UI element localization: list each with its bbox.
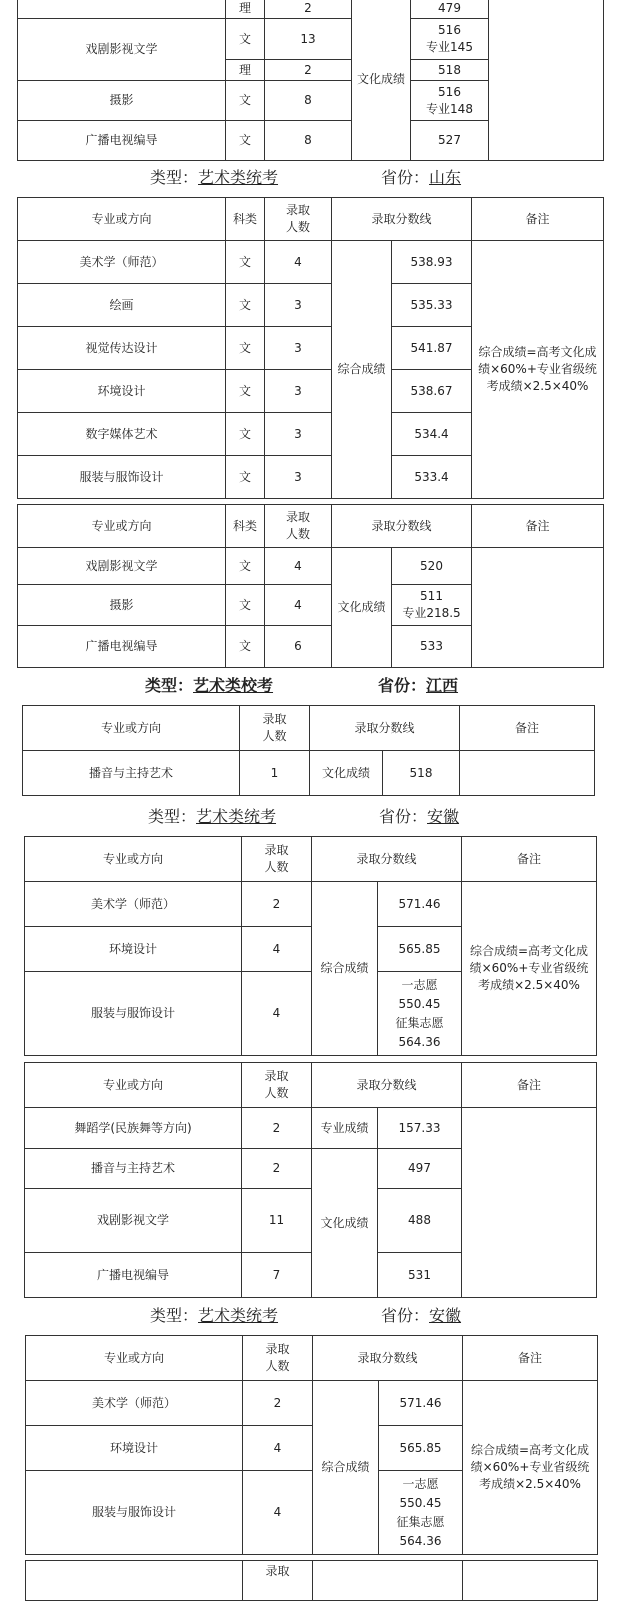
table-row (25, 1108, 597, 1149)
province-value: 安徽 (427, 807, 460, 826)
type-value: 艺术类校考 (193, 676, 274, 695)
table-header-row (18, 505, 604, 548)
count-cell: 3 (265, 327, 332, 370)
note-cell (472, 548, 604, 668)
score-cell: 565.85 (378, 927, 462, 972)
header-major: 专业或方向 (26, 1336, 243, 1381)
score-cell: 518 (411, 60, 489, 81)
major-cell: 摄影 (18, 585, 226, 626)
table-partial-bottom (25, 1560, 598, 1601)
count-cell: 11 (242, 1189, 312, 1253)
header-note: 备注 (462, 1063, 597, 1108)
subject-cell: 文 (226, 327, 265, 370)
method-cell: 综合成绩 (312, 882, 378, 1056)
province-value: 江西 (426, 676, 459, 695)
method-cell: 文化成绩 (352, 0, 411, 161)
score-cell: 511 专业218.5 (392, 585, 472, 626)
header-score: 录取分数线 (312, 837, 462, 882)
section-heading-anhui (148, 806, 460, 828)
type-label: 类型： (145, 676, 194, 695)
count-cell: 2 (242, 1108, 312, 1149)
major-cell: 服装与服饰设计 (26, 1471, 243, 1555)
count-cell: 7 (242, 1253, 312, 1298)
header-score: 录取分数线 (332, 505, 472, 548)
score-cell: 一志愿 550.45 征集志愿 564.36 (378, 972, 462, 1056)
province-label: 省份： (378, 676, 427, 695)
header-subject: 科类 (226, 505, 265, 548)
major-cell: 绘画 (18, 284, 226, 327)
header-score: 录取分数线 (313, 1336, 463, 1381)
subject-cell: 文 (226, 121, 265, 161)
score-cell: 538.67 (392, 370, 472, 413)
score-cell: 497 (378, 1149, 462, 1189)
count-cell: 4 (265, 548, 332, 585)
count-cell: 4 (265, 241, 332, 284)
table-row (26, 1381, 598, 1426)
table-header-row (18, 198, 604, 241)
count-cell: 3 (265, 413, 332, 456)
subject-cell: 文 (226, 413, 265, 456)
score-cell: 565.85 (379, 1426, 463, 1471)
count-cell: 3 (265, 284, 332, 327)
score-cell: 516 专业145 (411, 19, 489, 60)
note-cell (489, 0, 604, 161)
method-cell: 综合成绩 (313, 1381, 379, 1555)
section-heading-jiangxi (145, 675, 459, 697)
province-label: 省份： (381, 168, 430, 187)
subject-cell: 文 (226, 284, 265, 327)
count-cell: 2 (242, 882, 312, 927)
count-cell: 6 (265, 626, 332, 668)
header-note: 备注 (460, 706, 595, 751)
score-cell: 533.4 (392, 456, 472, 499)
header-subject: 科类 (226, 198, 265, 241)
count-cell: 4 (243, 1471, 313, 1555)
score-cell: 541.87 (392, 327, 472, 370)
subject-cell: 理 (226, 60, 265, 81)
header-count: 录取人数 (265, 505, 332, 548)
table-row (18, 241, 604, 284)
score-cell: 157.33 (378, 1108, 462, 1149)
note-cell: 综合成绩=高考文化成绩×60%+专业省级统考成绩×2.5×40% (472, 241, 604, 499)
major-cell: 广播电视编导 (18, 121, 226, 161)
count-cell: 2 (243, 1381, 313, 1426)
subject-cell: 文 (226, 626, 265, 668)
header-note: 备注 (463, 1336, 598, 1381)
province-label: 省份： (379, 807, 428, 826)
method-cell: 文化成绩 (312, 1149, 378, 1298)
table-shandong-culture (17, 504, 604, 668)
header-count: 录取人数 (242, 1063, 312, 1108)
major-cell: 广播电视编导 (18, 626, 226, 668)
major-cell: 摄影 (18, 81, 226, 121)
score-cell: 571.46 (379, 1381, 463, 1426)
type-label: 类型： (150, 1306, 199, 1325)
type-value: 艺术类统考 (198, 1306, 279, 1325)
method-cell: 文化成绩 (332, 548, 392, 668)
header-count: 录取人数 (243, 1336, 313, 1381)
header-count: 录取人数 (240, 706, 310, 751)
table-header-row (25, 1063, 597, 1108)
method-cell: 综合成绩 (332, 241, 392, 499)
major-cell: 视觉传达设计 (18, 327, 226, 370)
count-cell: 4 (242, 927, 312, 972)
note-cell: 综合成绩=高考文化成绩×60%+专业省级统考成绩×2.5×40% (463, 1381, 598, 1555)
score-cell: 518 (383, 751, 460, 796)
score-cell: 527 (411, 121, 489, 161)
section-heading-shandong (150, 167, 462, 189)
header-score: 录取分数线 (332, 198, 472, 241)
major-cell: 舞蹈学(民族舞等方向) (25, 1108, 242, 1149)
subject-cell: 文 (226, 548, 265, 585)
major-cell: 播音与主持艺术 (23, 751, 240, 796)
note-cell: 综合成绩=高考文化成绩×60%+专业省级统考成绩×2.5×40% (462, 882, 597, 1056)
header-major: 专业或方向 (18, 505, 226, 548)
table-header-row (26, 1336, 598, 1381)
major-cell: 环境设计 (26, 1426, 243, 1471)
count-cell: 4 (243, 1426, 313, 1471)
count-cell: 8 (265, 121, 352, 161)
major-cell: 戏剧影视文学 (18, 19, 226, 81)
score-cell: 516 专业148 (411, 81, 489, 121)
score-cell: 571.46 (378, 882, 462, 927)
table-row (25, 882, 597, 927)
major-cell: 播音与主持艺术 (25, 1149, 242, 1189)
table-shandong-fine-arts (17, 197, 604, 499)
header-count-partial: 录取 (243, 1561, 313, 1601)
type-label: 类型： (148, 807, 197, 826)
major-cell: 环境设计 (25, 927, 242, 972)
subject-cell: 文 (226, 19, 265, 60)
province-value: 安徽 (429, 1306, 462, 1325)
header-note: 备注 (462, 837, 597, 882)
header-note: 备注 (472, 505, 604, 548)
table-anhui-culture (24, 1062, 597, 1298)
note-cell (462, 1108, 597, 1298)
score-cell: 479 (411, 0, 489, 19)
major-cell: 环境设计 (18, 370, 226, 413)
subject-cell: 文 (226, 456, 265, 499)
major-cell: 广播电视编导 (25, 1253, 242, 1298)
header-count: 录取人数 (265, 198, 332, 241)
table-header-row (26, 1561, 598, 1601)
table-jiangxi (22, 705, 595, 796)
count-cell: 8 (265, 81, 352, 121)
count-cell: 13 (265, 19, 352, 60)
subject-cell: 文 (226, 241, 265, 284)
score-cell: 520 (392, 548, 472, 585)
header-major: 专业或方向 (25, 837, 242, 882)
table-anhui-fine-arts-repeat (25, 1335, 598, 1555)
subject-cell: 文 (226, 370, 265, 413)
score-cell: 488 (378, 1189, 462, 1253)
score-cell: 538.93 (392, 241, 472, 284)
subject-cell: 文 (226, 81, 265, 121)
method-cell: 文化成绩 (310, 751, 383, 796)
table-row (18, 0, 604, 19)
header-score: 录取分数线 (312, 1063, 462, 1108)
major-cell: 服装与服饰设计 (18, 456, 226, 499)
score-cell: 535.33 (392, 284, 472, 327)
count-cell: 3 (265, 370, 332, 413)
type-label: 类型： (150, 168, 199, 187)
table-header-row (25, 837, 597, 882)
major-cell: 美术学（师范） (18, 241, 226, 284)
subject-cell: 理 (226, 0, 265, 19)
type-value: 艺术类统考 (198, 168, 279, 187)
province-label: 省份： (381, 1306, 430, 1325)
table-row (23, 751, 595, 796)
subject-cell: 文 (226, 585, 265, 626)
major-cell: 戏剧影视文学 (18, 548, 226, 585)
type-value: 艺术类统考 (196, 807, 277, 826)
header-count: 录取人数 (242, 837, 312, 882)
count-cell: 4 (265, 585, 332, 626)
section-heading-anhui-repeat (150, 1305, 462, 1327)
count-cell: 2 (265, 60, 352, 81)
header-major: 专业或方向 (25, 1063, 242, 1108)
score-cell: 一志愿 550.45 征集志愿 564.36 (379, 1471, 463, 1555)
score-cell: 534.4 (392, 413, 472, 456)
header-major: 专业或方向 (18, 198, 226, 241)
header-score: 录取分数线 (310, 706, 460, 751)
table-row (18, 548, 604, 585)
score-cell: 533 (392, 626, 472, 668)
major-cell: 服装与服饰设计 (25, 972, 242, 1056)
count-cell: 3 (265, 456, 332, 499)
header-note: 备注 (472, 198, 604, 241)
table-header-row (23, 706, 595, 751)
method-cell: 专业成绩 (312, 1108, 378, 1149)
header-major: 专业或方向 (23, 706, 240, 751)
table-art-admission-continued (17, 0, 604, 161)
major-cell: 美术学（师范） (25, 882, 242, 927)
score-cell: 531 (378, 1253, 462, 1298)
count-cell: 2 (242, 1149, 312, 1189)
major-cell: 美术学（师范） (26, 1381, 243, 1426)
major-cell: 数字媒体艺术 (18, 413, 226, 456)
count-cell: 2 (265, 0, 352, 19)
count-cell: 1 (240, 751, 310, 796)
major-cell: 戏剧影视文学 (25, 1189, 242, 1253)
count-cell: 4 (242, 972, 312, 1056)
note-cell (460, 751, 595, 796)
province-value: 山东 (429, 168, 462, 187)
table-anhui-fine-arts (24, 836, 597, 1056)
